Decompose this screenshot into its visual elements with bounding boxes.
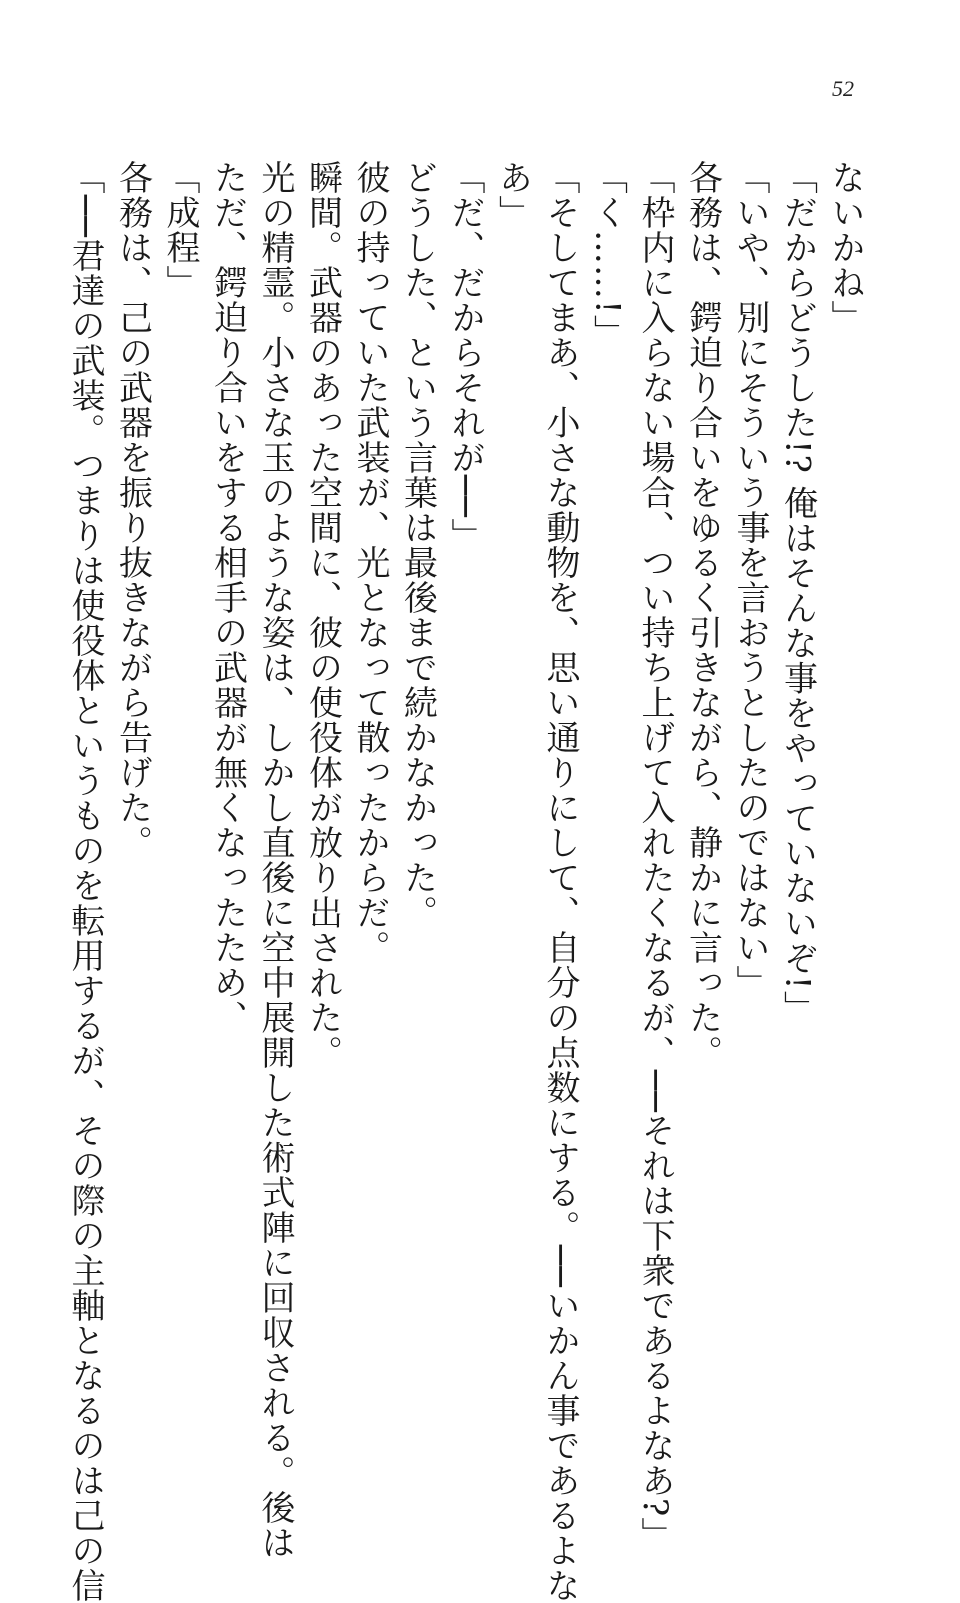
page-number: 52 [832,76,854,101]
text-line-3: 「いや、別にそういう事を言おうとしたのではない」 [730,160,770,1000]
text-line-2: 「だからどうした!? 俺はそんな事をやっていないぞ!」 [777,160,818,1026]
text-line-16: 各務は、己の武器を振り抜きながら告げた。 [112,160,153,860]
text-line-12: 瞬間。武器のあった空間に、彼の使役体が放り出された。 [302,160,343,1070]
text-line-1: ないかね」 [825,160,865,335]
text-line-5: 「枠内に入らない場合、つい持ち上げて入れたくなるが、──それは下衆であるよなあ?」 [635,160,675,1553]
text-line-11: 彼の持っていた武装が、光となって散ったからだ。 [350,160,390,965]
text-line-9: 「だ、だからそれが──」 [445,160,485,553]
text-line-14: ただ、鍔迫り合いをする相手の武器が無くなったため、 [207,160,248,1035]
text-line-6: 「く……!」 [587,160,628,350]
text-line-10: どうした、という言葉は最後まで続かなかった。 [397,160,438,930]
text-line-15: 「成程」 [160,160,200,300]
text-line-4: 各務は、鍔迫り合いをゆるく引きながら、静かに言った。 [682,160,723,1070]
vertical-text-body [61,160,869,1603]
text-line-7: 「そしてまあ、小さな動物を、思い通りにして、自分の点数にする。──いかん事であるよな [540,160,580,1603]
text-line-13: 光の精霊。小さな玉のような姿は、しかし直後に空中展開した術式陣に回収される。後は [255,160,295,1560]
text-line-8: あ」 [492,160,533,230]
text-line-17: 「──君達の武装。つまりは使役体というものを転用するが、その際の主軸となるのは己の信 [65,160,105,1603]
